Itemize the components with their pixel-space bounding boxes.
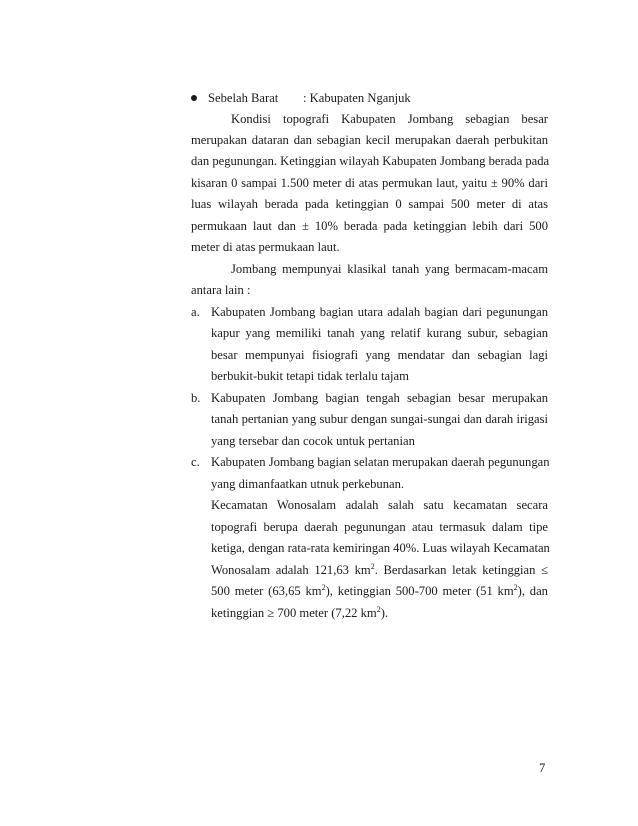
paragraph-line: merupakan dataran dan sebagian kecil merupakan daerah perbukitan — [191, 133, 548, 147]
subparagraph-line: ketiga, dengan rata-rata kemiringan 40%. Luas wilayah Kecamatan — [211, 541, 550, 555]
paragraph-line: kisaran 0 sampai 1.500 meter di atas permukan laut, yaitu ± 90% dari — [191, 176, 548, 190]
list-item-line: tanah pertanian yang subur dengan sungai-sungai dan darah irigasi — [211, 412, 548, 426]
superscript: 2 — [513, 582, 518, 592]
list-item-line: kapur yang memiliki tanah yang relatif kurang subur, sebagian — [211, 326, 548, 340]
paragraph-line: Kondisi topografi Kabupaten Jombang sebagian besar — [231, 112, 548, 126]
subparagraph-line — [211, 562, 548, 578]
list-item-line: yang tersebar dan cocok untuk pertanian — [211, 434, 415, 448]
superscript: 2 — [370, 561, 375, 571]
paragraph-line: meter di atas permukaan laut. — [191, 240, 340, 254]
paragraph-line: luas wilayah berada pada ketinggian 0 sampai 500 meter di atas — [191, 197, 548, 211]
paragraph-line: antara lain : — [191, 283, 251, 297]
paragraph-line: dan pegunungan. Ketinggian wilayah Kabupaten Jombang berada pada — [191, 154, 550, 168]
text-run: ). — [380, 606, 389, 620]
list-item-line: Kabupaten Jombang bagian utara adalah bagian dari pegunungan — [211, 305, 548, 319]
list-item-line: yang dimanfaatkan utnuk perkebunan. — [211, 477, 405, 491]
list-item-line: Kabupaten Jombang bagian tengah sebagian besar merupakan — [211, 391, 548, 405]
bullet-dot-icon — [191, 95, 197, 101]
text-run: Wonosalam adalah 121,63 km — [211, 563, 371, 577]
subparagraph-line: Kecamatan Wonosalam adalah salah satu kecamatan secara — [211, 498, 548, 512]
superscript: 2 — [376, 604, 381, 614]
subparagraph-line: topografi berupa daerah pegunungan atau termasuk dalam tipe — [211, 520, 548, 534]
paragraph-line: Jombang mempunyai klasikal tanah yang bermacam-macam — [231, 262, 548, 276]
list-item-line: besar mempunyai fisiografi yang mendatar dan sebagian lagi — [211, 348, 548, 362]
text-run: 500 meter (63,65 km — [211, 584, 322, 598]
list-marker: a. — [191, 305, 200, 319]
page-number: 7 — [539, 761, 546, 775]
list-marker: b. — [191, 391, 201, 405]
text-run: ), dan — [517, 584, 548, 598]
bullet-value: : Kabupaten Nganjuk — [303, 91, 411, 105]
bullet-label: Sebelah Barat — [208, 91, 279, 105]
superscript: 2 — [321, 582, 326, 592]
list-marker: c. — [191, 455, 200, 469]
list-item-line: Kabupaten Jombang bagian selatan merupakan daerah pegunungan — [211, 455, 550, 469]
text-run: ), ketinggian 500-700 meter (51 km — [325, 584, 514, 598]
subparagraph-line — [211, 583, 548, 599]
paragraph-line: permukaan laut dan ± 10% berada pada ketinggian lebih dari 500 — [191, 219, 548, 233]
list-item-line: berbukit-bukit tetapi tidak terlalu tajam — [211, 369, 409, 383]
subparagraph-line — [211, 605, 548, 621]
text-run: . Berdasarkan letak ketinggian ≤ — [374, 563, 548, 577]
text-run: ketinggian ≥ 700 meter (7,22 km — [211, 606, 377, 620]
